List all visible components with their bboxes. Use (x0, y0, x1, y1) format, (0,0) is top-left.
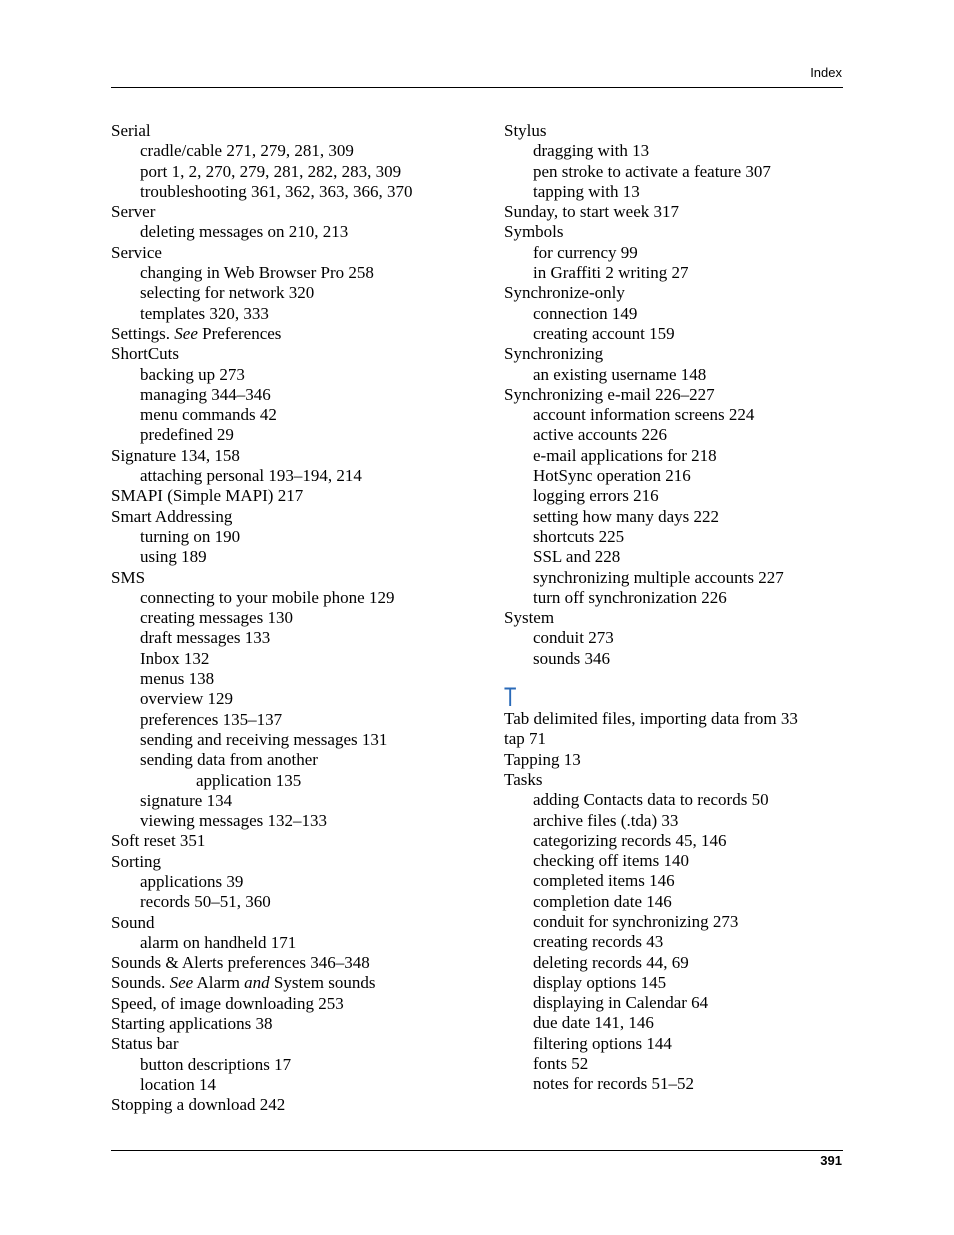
index-subentry: tapping with 13 (533, 181, 640, 201)
index-subentry: sending data from another (140, 750, 318, 770)
index-subentry: applications 39 (140, 871, 244, 891)
index-subentry: predefined 29 (140, 425, 234, 445)
index-subentry: in Graffiti 2 writing 27 (533, 263, 689, 283)
index-subentry: synchronizing multiple accounts 227 (533, 567, 784, 587)
index-subentry: menus 138 (140, 669, 215, 689)
index-subentry: connection 149 (533, 303, 638, 323)
page-number: 391 (820, 1153, 842, 1168)
index-group-t (504, 709, 849, 1095)
index-subentry: display options 145 (533, 972, 667, 992)
index-entry-part: Preferences (197, 323, 282, 343)
index-entry: Stopping a download 242 (111, 1095, 286, 1115)
index-entry: Starting applications 38 (111, 1014, 273, 1034)
index-subentry: backing up 273 (140, 364, 245, 384)
index-entry-part: and (244, 973, 270, 993)
index-subentry: conduit 273 (533, 628, 614, 648)
index-subentry: attaching personal 193–194, 214 (140, 466, 362, 486)
index-entry: ShortCuts (111, 344, 180, 364)
index-entry: Signature 134, 158 (111, 445, 240, 465)
index-entry: System (504, 608, 555, 628)
index-subentry: conduit for synchronizing 273 (533, 911, 739, 931)
index-entry: Tapping 13 (504, 749, 581, 769)
index-subentry: deleting records 44, 69 (533, 952, 689, 972)
index-entry: Stylus (504, 121, 547, 140)
index-subentry: templates 320, 333 (140, 303, 269, 323)
index-entry: Tab delimited files, importing data from 33 (504, 709, 798, 729)
running-header: Index (810, 65, 842, 80)
index-subentry: menu commands 42 (140, 405, 277, 425)
index-subentry: location 14 (140, 1074, 217, 1094)
index-subentry: cradle/cable 271, 279, 281, 309 (140, 141, 354, 161)
index-subentry: alarm on handheld 171 (140, 932, 297, 952)
index-subentry: displaying in Calendar 64 (533, 993, 709, 1013)
index-subentry: dragging with 13 (533, 141, 650, 161)
index-subentry: managing 344–346 (140, 384, 271, 404)
index-entry (111, 324, 481, 344)
index-subentry: for currency 99 (533, 242, 638, 262)
index-entry: Soft reset 351 (111, 831, 206, 851)
index-subentry: completed items 146 (533, 871, 675, 891)
index-subentry: creating records 43 (533, 932, 664, 952)
index-entry: tap 71 (504, 729, 547, 749)
index-subentry: preferences 135–137 (140, 709, 283, 729)
index-entry: Server (111, 202, 156, 222)
index-entry: Status bar (111, 1034, 179, 1054)
index-subentry: Inbox 132 (140, 648, 210, 668)
index-subentry: sounds 346 (533, 648, 610, 668)
index-subentry: draft messages 133 (140, 628, 271, 648)
index-subentry: creating account 159 (533, 323, 675, 343)
index-subentry: SSL and 228 (533, 547, 621, 567)
index-subentry: records 50–51, 360 (140, 892, 271, 912)
index-subentry: HotSync operation 216 (533, 466, 691, 486)
index-subentry: viewing messages 132–133 (140, 811, 327, 831)
index-subentry: creating messages 130 (140, 608, 293, 628)
index-subentry: pen stroke to activate a feature 307 (533, 161, 771, 181)
index-subentry: archive files (.tda) 33 (533, 810, 679, 830)
index-entry: Synchronizing (504, 344, 604, 364)
index-subentry: port 1, 2, 270, 279, 281, 282, 283, 309 (140, 161, 402, 181)
index-subentry: fonts 52 (533, 1054, 589, 1074)
section-letter-heading: T (504, 682, 517, 713)
index-subentry: active accounts 226 (533, 425, 668, 445)
index-subentry: setting how many days 222 (533, 506, 720, 526)
index-subentry: sending and receiving messages 131 (140, 729, 388, 749)
index-entry: Sound (111, 912, 155, 932)
index-subentry: logging errors 216 (533, 486, 659, 506)
index-subentry: using 189 (140, 547, 207, 567)
index-subentry: an existing username 148 (533, 364, 707, 384)
index-entry: Sunday, to start week 317 (504, 202, 680, 222)
index-subentry: application 135 (196, 770, 302, 790)
index-subentry: selecting for network 320 (140, 283, 315, 303)
index-entry: Sounds & Alerts preferences 346–348 (111, 953, 370, 973)
index-entry-part: See (174, 323, 198, 343)
index-subentry: adding Contacts data to records 50 (533, 790, 769, 810)
index-subentry: turning on 190 (140, 526, 241, 546)
index-subentry: button descriptions 17 (140, 1054, 292, 1074)
index-subentry: due date 141, 146 (533, 1013, 654, 1033)
index-entry: Symbols (504, 222, 564, 242)
index-subentry: turn off synchronization 226 (533, 587, 727, 607)
index-group-s (504, 121, 849, 669)
header-rule (111, 87, 843, 88)
index-entry: SMAPI (Simple MAPI) 217 (111, 486, 304, 506)
index-subentry: shortcuts 225 (533, 526, 625, 546)
index-subentry: categorizing records 45, 146 (533, 830, 727, 850)
index-subentry: connecting to your mobile phone 129 (140, 587, 395, 607)
index-subentry: checking off items 140 (533, 851, 689, 871)
index-subentry: completion date 146 (533, 891, 672, 911)
index-subentry: e-mail applications for 218 (533, 445, 717, 465)
index-subentry: filtering options 144 (533, 1033, 672, 1053)
index-column-left (111, 121, 481, 1116)
index-subentry: signature 134 (140, 790, 233, 810)
index-entry: Synchronizing e-mail 226–227 (504, 384, 715, 404)
index-entry: Tasks (504, 769, 543, 789)
footer-rule (111, 1150, 843, 1151)
index-entry: Service (111, 242, 162, 262)
index-entry: Serial (111, 121, 151, 140)
index-subentry: troubleshooting 361, 362, 363, 366, 370 (140, 181, 413, 201)
index-column-right (504, 121, 849, 1095)
index-entry-part: See (169, 973, 194, 993)
index-entry-part: Sounds. (111, 973, 170, 993)
index-subentry: changing in Web Browser Pro 258 (140, 263, 374, 283)
index-entry-part: System sounds (269, 973, 376, 993)
index-subentry: overview 129 (140, 689, 234, 709)
index-entry: SMS (111, 567, 146, 587)
index-entry-part: Alarm (193, 973, 245, 993)
index-entry-part: Settings. (111, 323, 175, 343)
index-entry (111, 973, 481, 993)
index-subentry: notes for records 51–52 (533, 1074, 694, 1094)
index-subentry: account information screens 224 (533, 405, 755, 425)
index-entry: Synchronize-only (504, 283, 625, 303)
index-entry: Sorting (111, 851, 162, 871)
index-entry: Speed, of image downloading 253 (111, 993, 344, 1013)
index-subentry: deleting messages on 210, 213 (140, 222, 349, 242)
index-entry: Smart Addressing (111, 506, 233, 526)
